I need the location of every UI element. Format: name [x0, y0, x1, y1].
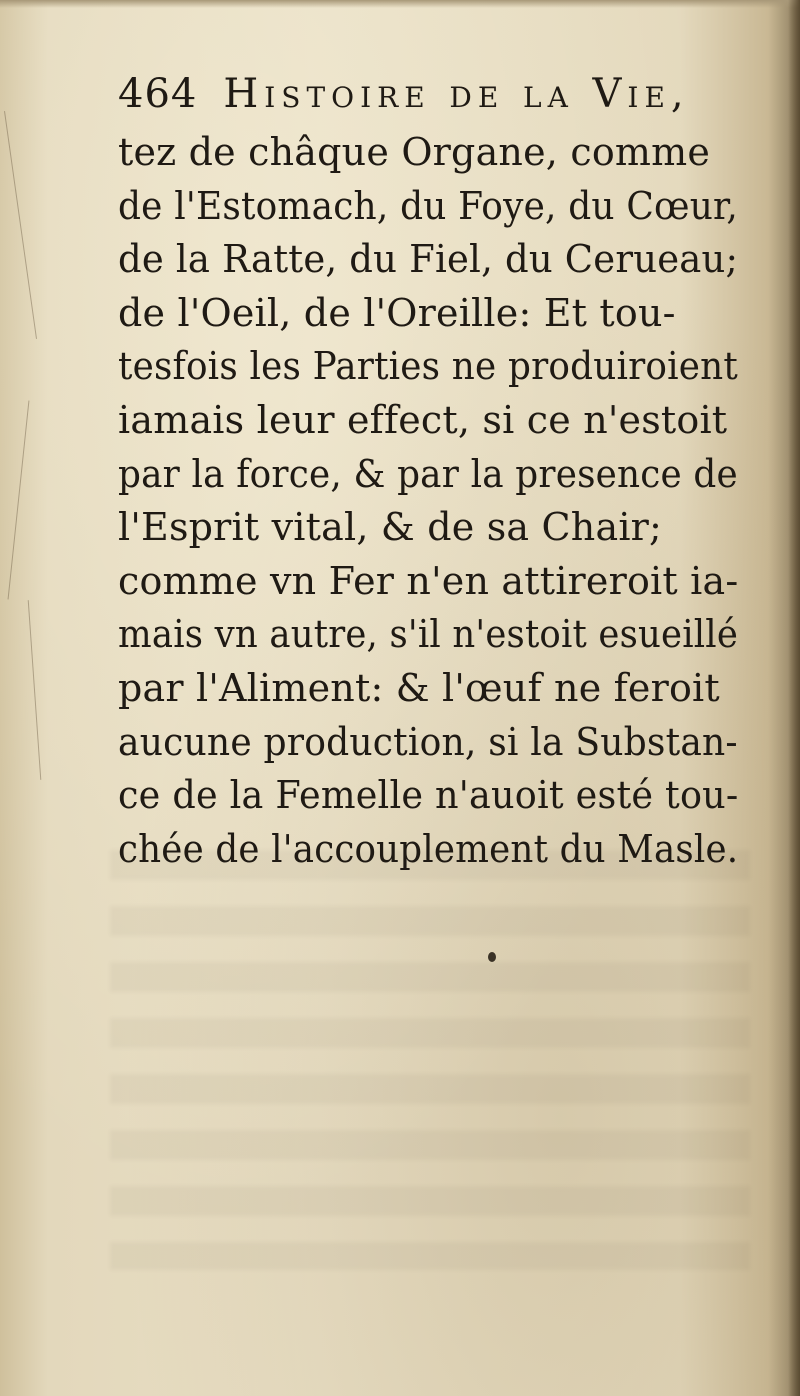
text-line: iamais leur effect, si ce n'estoit	[118, 397, 728, 442]
text-line: l'Esprit vital, & de sa Chair;	[118, 505, 663, 550]
page-header	[118, 62, 738, 126]
text-line: mais vn autre, s'il n'estoit esueillé	[118, 612, 739, 657]
text-line: de la Ratte, du Fiel, du Cerueau;	[118, 237, 739, 282]
page-top-edge	[0, 0, 800, 8]
text-line: comme vn Fer n'en attireroit ia-	[118, 558, 739, 603]
text-block	[118, 62, 738, 876]
text-line: ce de la Femelle n'auoit esté tou-	[118, 773, 739, 818]
margin-pencil-mark	[8, 400, 30, 599]
margin-pencil-mark	[4, 111, 37, 339]
page-spine-shadow	[788, 0, 800, 1396]
text-line: par l'Aliment: & l'œuf ne feroit	[118, 665, 720, 710]
text-line: de l'Oeil, de l'Oreille: Et tou-	[118, 290, 676, 335]
text-line: tesfois les Parties ne produiroient	[118, 344, 738, 389]
margin-pencil-mark	[28, 600, 42, 780]
page-number: 464	[118, 71, 198, 117]
text-line: par la force, & par la presence de	[118, 451, 738, 496]
running-head: Histoire de la Vie,	[223, 71, 690, 117]
text-line: tez de châque Organe, comme	[118, 130, 711, 174]
text-line: chée de l'accouplement du Masle.	[118, 826, 739, 871]
show-through-bleed	[110, 850, 750, 1270]
text-line: aucune production, si la Substan-	[118, 719, 738, 764]
ink-speck	[488, 952, 496, 962]
text-line: de l'Estomach, du Foye, du Cœur,	[118, 183, 739, 228]
